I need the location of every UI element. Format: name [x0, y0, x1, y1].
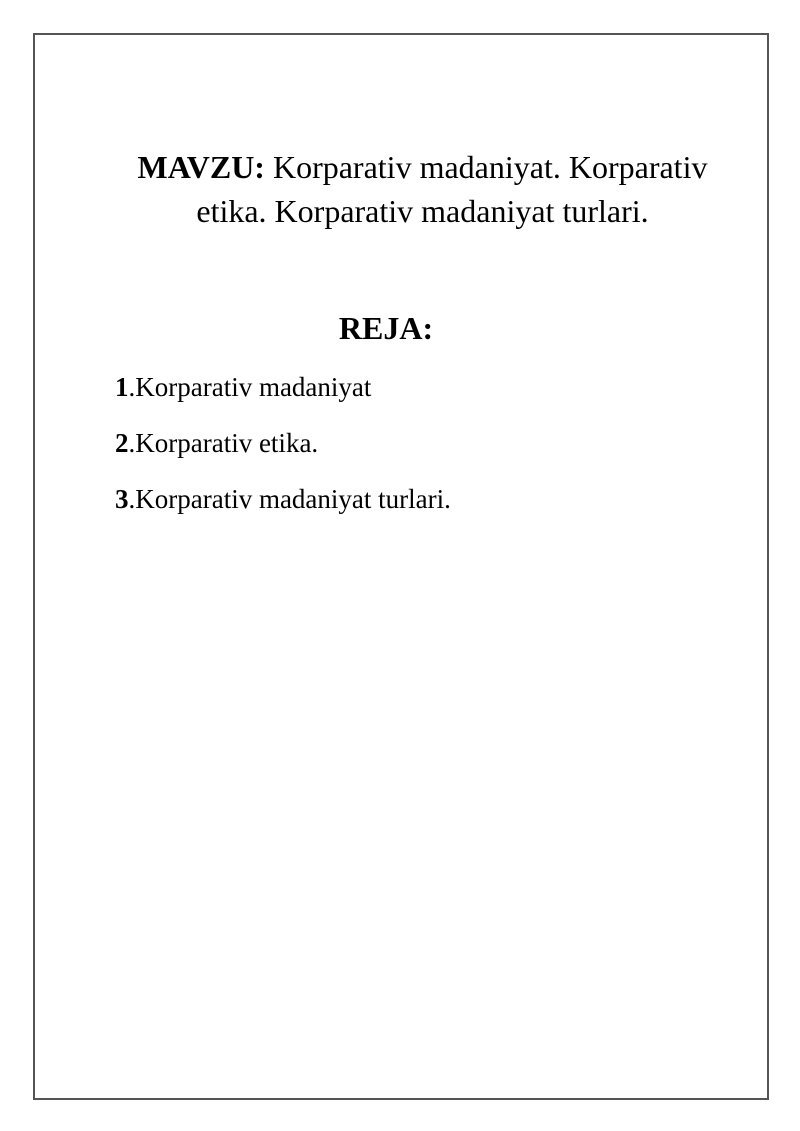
plan-item-text: .Korparativ madaniyat turlari.: [128, 484, 451, 514]
plan-item-number: 1: [115, 372, 129, 402]
plan-heading: REJA:: [338, 310, 434, 346]
plan-item: [115, 484, 451, 515]
topic-text: Korparativ madaniyat. Korparativ etika. Korparativ madaniyat turlari.: [196, 149, 708, 229]
topic-label: MAVZU:: [137, 149, 265, 185]
plan-item: [115, 428, 318, 459]
plan-item-number: 3: [115, 484, 129, 514]
plan-item: [115, 372, 371, 403]
plan-item-text: .Korparativ etika.: [128, 428, 319, 458]
plan-item-text: .Korparativ madaniyat: [128, 372, 372, 402]
plan-item-number: 2: [115, 428, 129, 458]
topic-title: [100, 145, 745, 233]
